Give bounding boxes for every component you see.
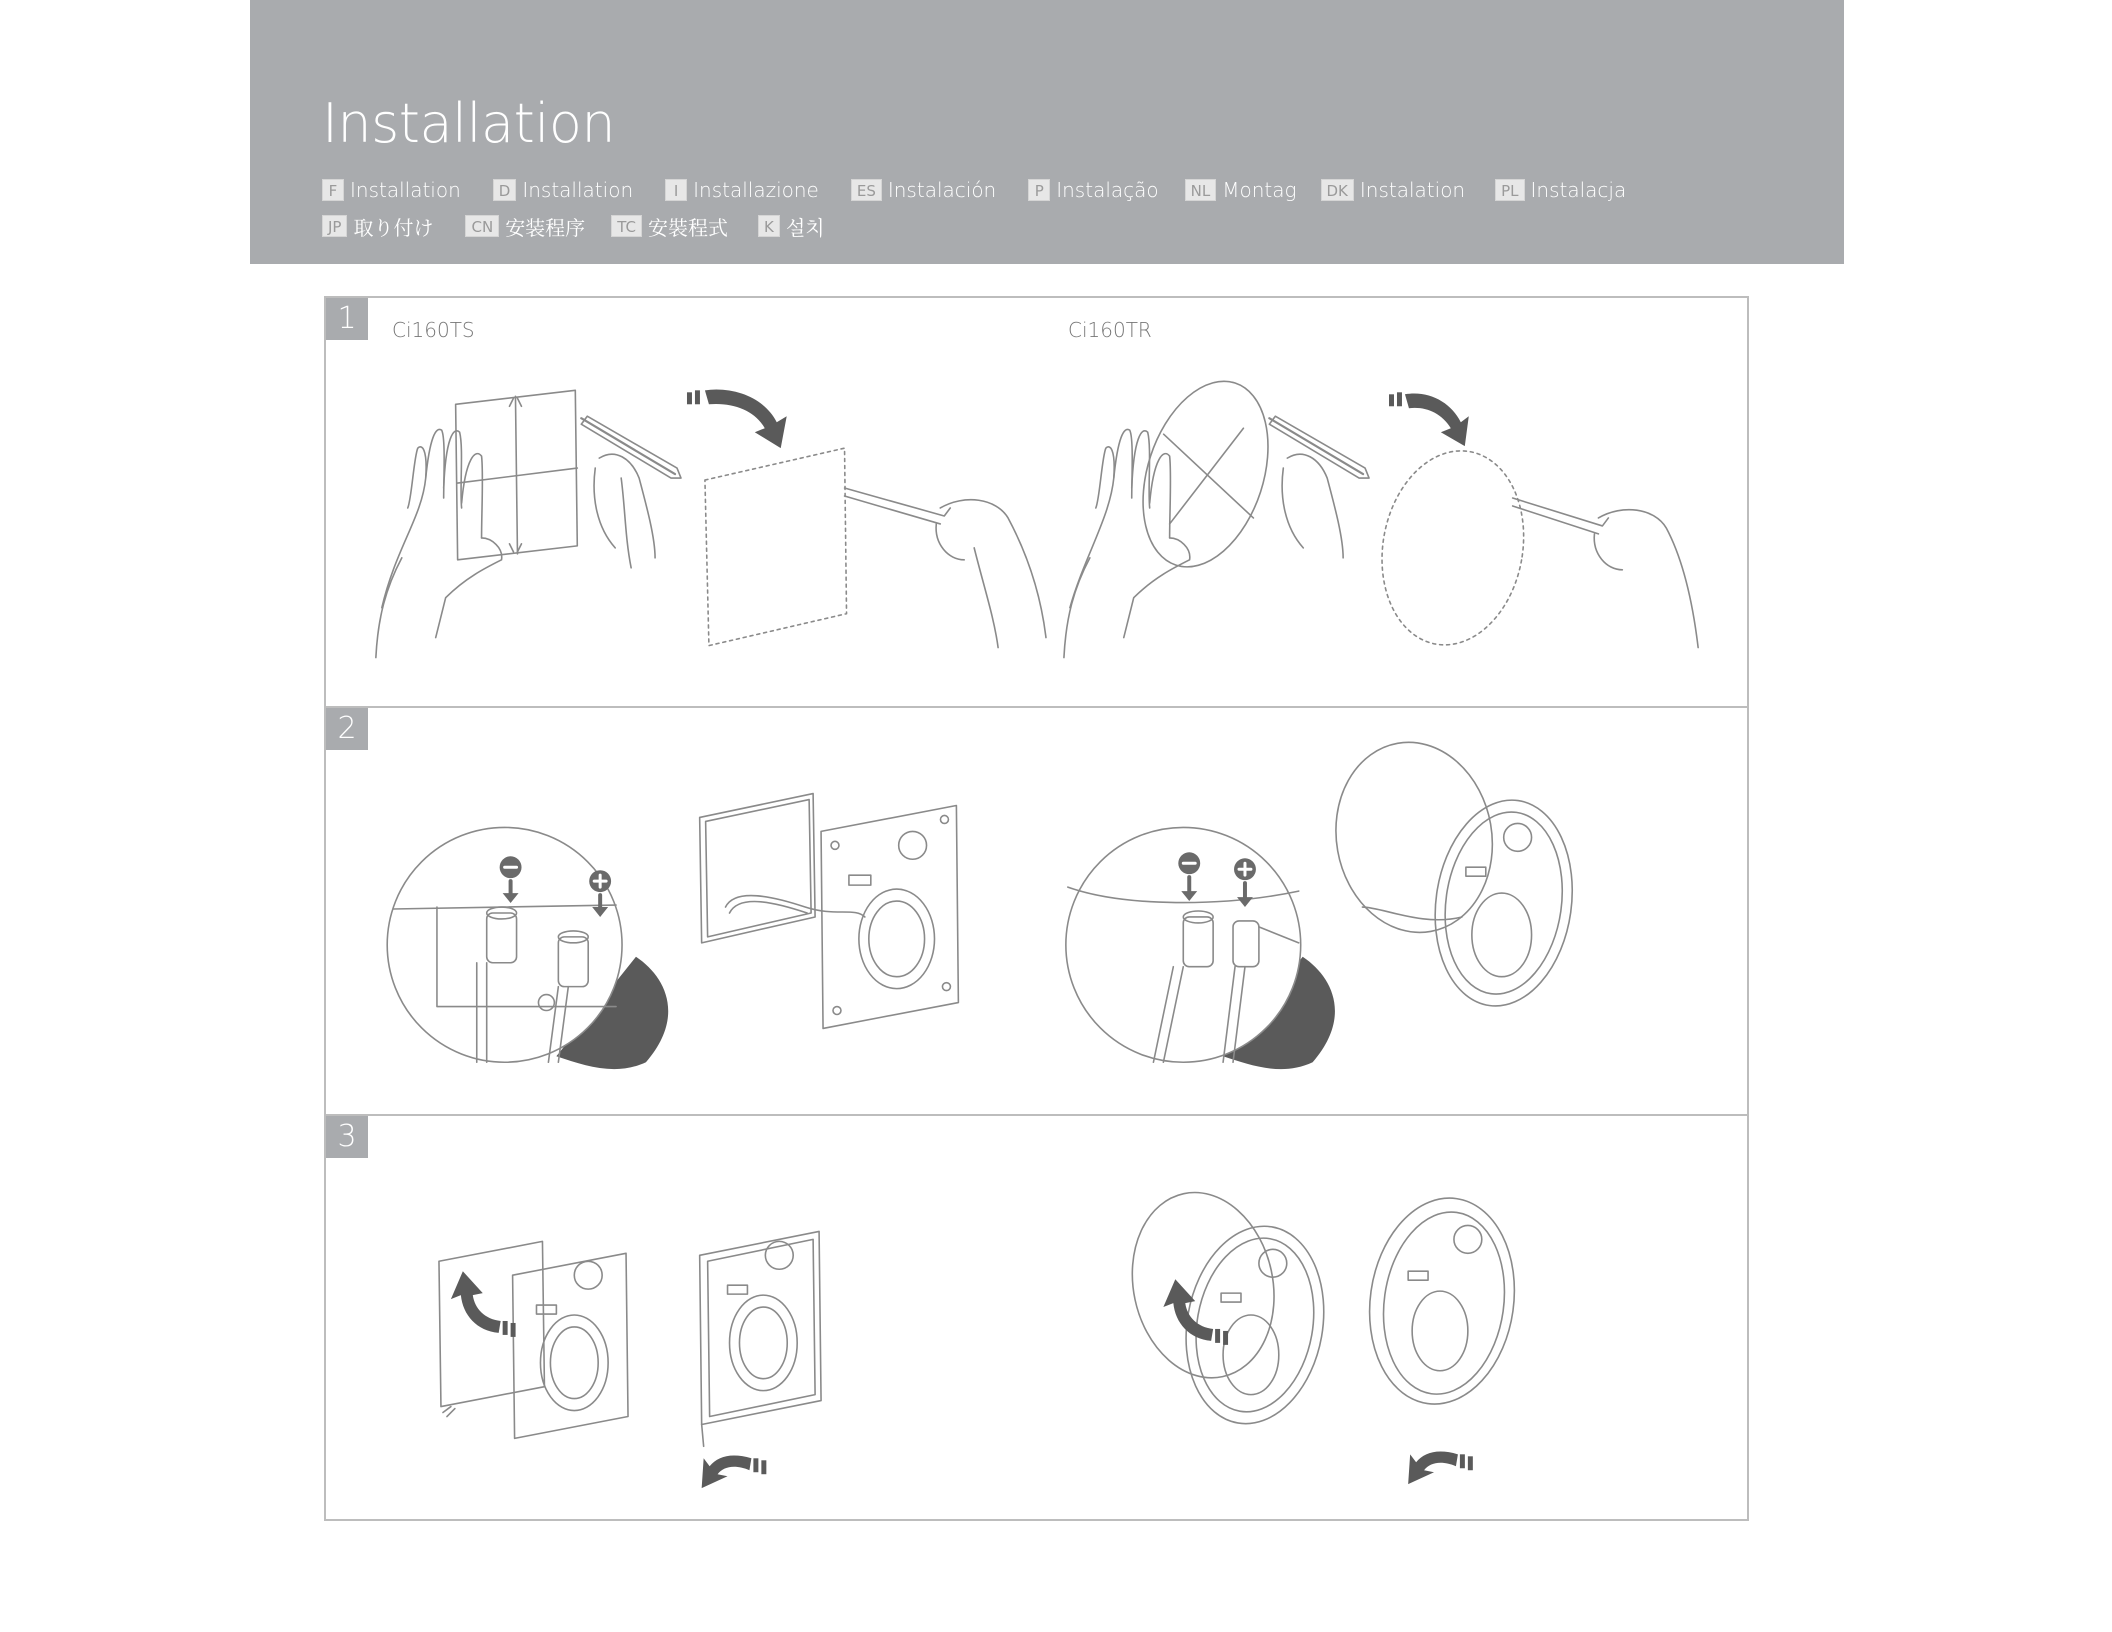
curved-arrow-icon (702, 1455, 767, 1488)
language-row-1 (322, 176, 1626, 204)
lang-code-badge: ES (851, 179, 882, 201)
lang-item-d (493, 178, 633, 202)
curved-arrow-icon (1408, 1452, 1473, 1485)
screw-hint-drawing (443, 1407, 455, 1417)
lang-item-p (1028, 178, 1158, 202)
step-3-panel (326, 1114, 1747, 1519)
square-speaker-drawing (821, 806, 958, 1029)
lang-label: Instalacja (1530, 178, 1627, 202)
round-grille-drawing (1321, 730, 1507, 945)
lang-item-f (322, 178, 461, 202)
step-number-badge: 2 (326, 708, 368, 750)
lang-code-badge: NL (1185, 179, 1217, 201)
lang-item-dk (1321, 178, 1466, 202)
step-1-illustration (326, 298, 1747, 706)
curved-arrow-icon (1389, 392, 1469, 446)
lang-code-badge: D (493, 179, 517, 201)
page-title: Installation (322, 92, 616, 155)
curved-arrow-icon (451, 1271, 516, 1337)
lang-label: 取り付け (353, 215, 434, 240)
lang-code-badge: CN (465, 215, 499, 237)
step-2-illustration (326, 708, 1747, 1114)
hand-left-round-drawing (1064, 429, 1190, 657)
lang-label: 安装程序 (505, 215, 586, 240)
square-template-drawing (456, 390, 578, 560)
dashed-square-cutout-drawing (705, 448, 847, 645)
round-grille-drawing (1116, 1179, 1291, 1391)
language-row-2 (322, 212, 825, 240)
lang-code-badge: K (758, 215, 780, 237)
hand-right-pencil-round-drawing (1269, 416, 1369, 558)
step-1-panel (326, 298, 1747, 706)
wall-plate-drawing (700, 794, 865, 943)
square-speaker-drawing (513, 1253, 628, 1438)
lang-code-badge: DK (1321, 179, 1354, 201)
hand-right-pencil-drawing (581, 416, 681, 568)
lang-label: Instalación (887, 178, 997, 202)
lang-item-pl (1495, 178, 1626, 202)
lang-label: 安裝程式 (647, 215, 728, 240)
step-3-illustration (326, 1116, 1747, 1519)
lang-item-es (851, 178, 996, 202)
step-2-panel (326, 706, 1747, 1114)
lang-item-tc (611, 212, 728, 241)
lang-label: Instalação (1056, 178, 1159, 202)
installed-round-speaker-drawing (1357, 1189, 1528, 1414)
lang-code-badge: JP (322, 215, 347, 237)
step-number-badge: 3 (326, 1116, 368, 1158)
lang-code-badge: P (1028, 179, 1050, 201)
model-label-round: Ci160TR (1068, 318, 1152, 342)
hand-left-drawing (376, 429, 502, 657)
lang-code-badge: I (665, 179, 687, 201)
round-speaker-drawing (1422, 791, 1585, 1015)
lang-label: Installation (522, 178, 634, 202)
lang-label: Instalation (1359, 178, 1466, 202)
lang-label: Montag (1222, 178, 1297, 202)
saw-hand-drawing (845, 488, 1046, 648)
installed-square-speaker-drawing (700, 1231, 821, 1446)
lang-label: Installazione (693, 178, 819, 202)
lang-label: Installation (350, 178, 461, 202)
lang-item-cn (465, 212, 585, 241)
lang-item-jp (322, 212, 433, 241)
lang-item-i (665, 178, 819, 202)
lang-label: 설치 (785, 215, 825, 240)
installation-steps-frame (324, 296, 1749, 1521)
lang-code-badge: PL (1495, 179, 1524, 201)
lang-item-nl (1185, 178, 1297, 202)
lang-code-badge: F (322, 179, 344, 201)
curved-arrow-icon (687, 390, 787, 449)
lang-item-k (758, 212, 825, 241)
round-template-drawing (1121, 365, 1290, 583)
curved-arrow-icon (1163, 1279, 1228, 1345)
dashed-round-cutout-drawing (1367, 440, 1538, 657)
header-banner (250, 0, 1844, 264)
model-label-square: Ci160TS (392, 318, 475, 342)
step-number-badge: 1 (326, 298, 368, 340)
saw-hand-round-drawing (1513, 498, 1698, 648)
lang-code-badge: TC (611, 215, 642, 237)
